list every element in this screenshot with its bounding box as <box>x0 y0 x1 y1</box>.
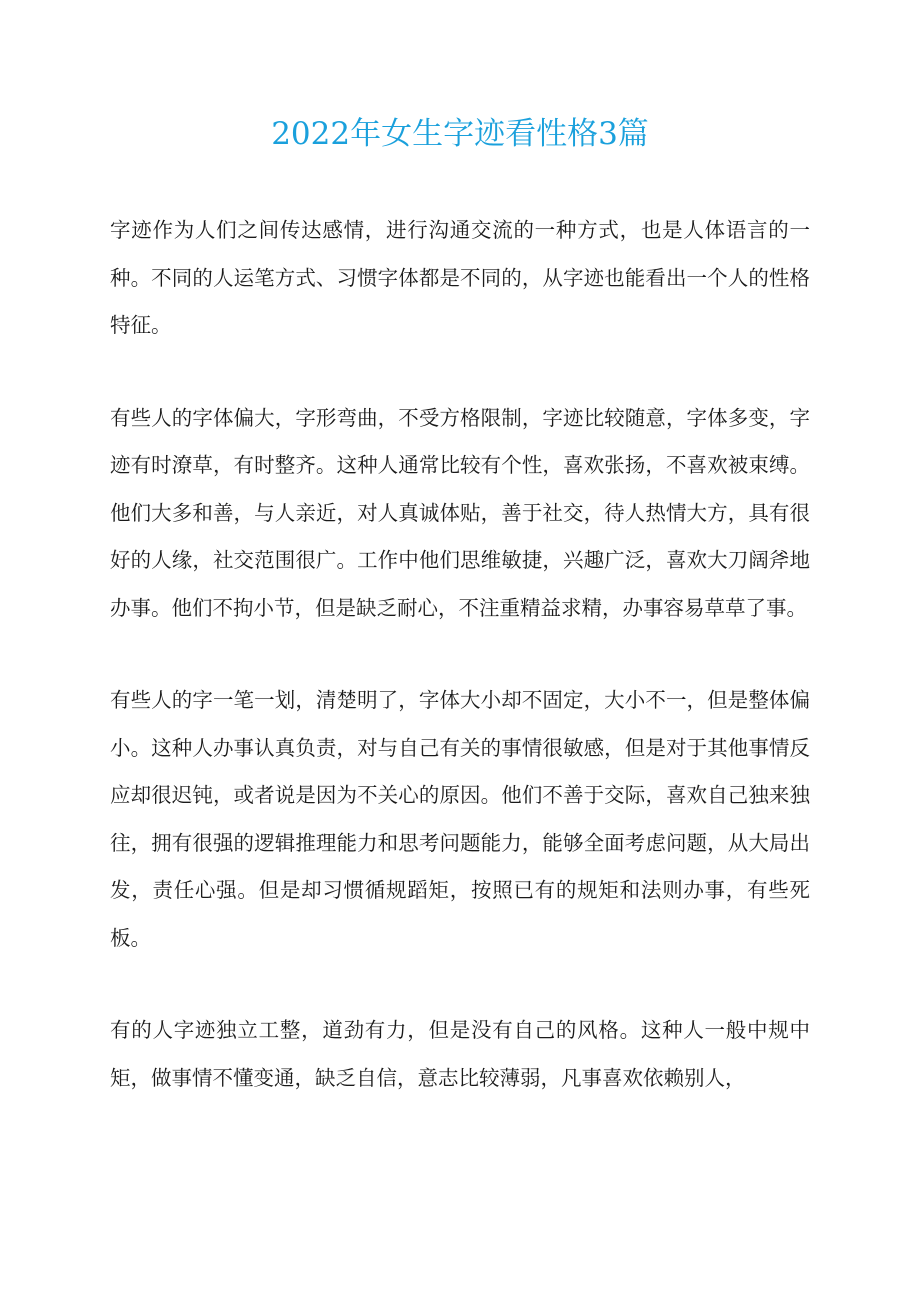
paragraph-small-handwriting: 有些人的字一笔一划，清楚明了，字体大小却不固定，大小不一，但是整体偏小。这种人办事认真负责，对与自己有关的事情很敏感，但是对于其他事情反应却很迟钝，或者说是因为不关心的原因。他们不善于交际，喜欢自己独来独往，拥有很强的逻辑推理能力和思考问题能力，能够全面考虑问题，从大局出发，责任心强。但是却习惯循规蹈矩，按照已有的规矩和法则办事，有些死板。 <box>110 688 810 950</box>
document-title: 2022年女生字迹看性格3篇 <box>271 116 649 152</box>
paragraph-large-handwriting: 有些人的字体偏大，字形弯曲，不受方格限制，字迹比较随意，字体多变，字迹有时潦草，有时整齐。这种人通常比较有个性，喜欢张扬，不喜欢被束缚。他们大多和善，与人亲近，对人真诚体贴，善于社交，待人热情大方，具有很好的人缘，社交范围很广。工作中他们思维敏捷，兴趣广泛，喜欢大刀阔斧地办事。他们不拘小节，但是缺乏耐心，不注重精益求精，办事容易草草了事。 <box>110 405 810 620</box>
paragraph-neat-handwriting: 有的人字迹独立工整，道劲有力，但是没有自己的风格。这种人一般中规中矩，做事情不懂变通，缺乏自信，意志比较薄弱，凡事喜欢依赖别人， <box>110 1018 810 1090</box>
document-body <box>110 207 810 1147</box>
paragraph-intro: 字迹作为人们之间传达感情，进行沟通交流的一种方式，也是人体语言的一种。不同的人运笔方式、习惯字体都是不同的，从字迹也能看出一个人的性格特征。 <box>110 218 810 337</box>
